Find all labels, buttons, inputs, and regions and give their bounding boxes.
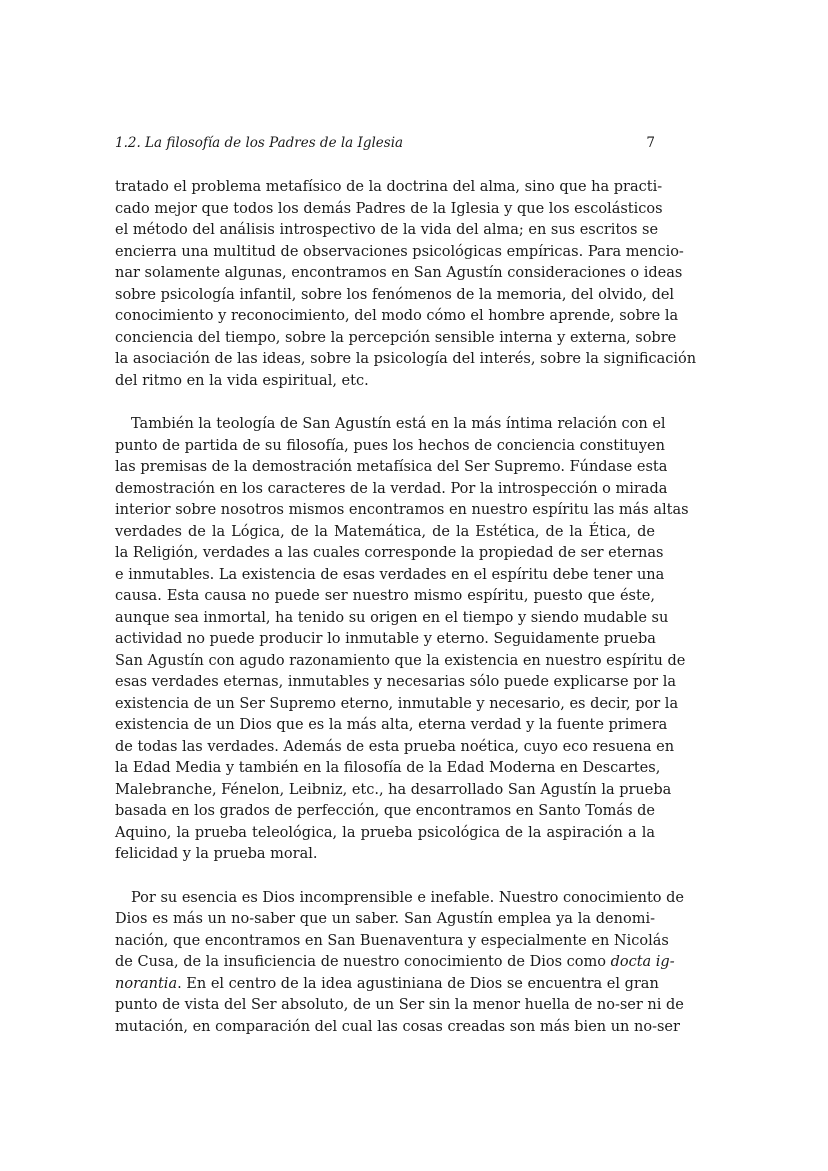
text-line: conciencia del tiempo, sobre la percepción sensible interna y externa, sobre [115,329,677,346]
text-line: San Agustín con agudo razonamiento que la existencia en nuestro espíritu de [115,652,686,669]
text-line [115,952,675,974]
paragraph-2 [115,414,689,866]
text-line: Malebranche, Fénelon, Leibniz, etc., ha desarrollado San Agustín la prueba [115,781,672,798]
paragraph-1 [115,177,697,392]
text-line: cado mejor que todos los demás Padres de la Iglesia y que los escolásticos [115,200,663,217]
page-number: 7 [646,135,655,151]
text-line: existencia de un Ser Supremo eterno, inmutable y necesario, es decir, por la [115,695,679,712]
text-line: tratado el problema metafísico de la doctrina del alma, sino que ha practi- [115,179,663,195]
text-line: También la teología de San Agustín está en la más íntima relación con el [131,416,666,432]
italic-term: norantia [115,975,178,992]
text-line: el método del análisis introspectivo de la vida del alma; en sus escritos se [115,222,659,238]
paragraph-3 [115,888,684,1039]
text-line: conocimiento y reconocimiento, del modo cómo el hombre aprende, sobre la [115,308,679,324]
text-line: felicidad y la prueba moral. [115,846,318,862]
text-line: interior sobre nosotros mismos encontramos en nuestro espíritu las más altas [115,502,689,518]
text-line: esas verdades eternas, inmutables y necesarias sólo puede explicarse por la [115,674,676,690]
text-line: de todas las verdades. Además de esta prueba noética, cuyo eco resuena en [115,738,675,755]
text-line: punto de partida de su filosofía, pues los hechos de conciencia constituyen [115,437,665,454]
italic-term: docta ig- [610,954,675,970]
text-line [115,974,659,996]
text-line: basada en los grados de perfección, que encontramos en Santo Tomás de [115,803,655,819]
text-line: actividad no puede producir lo inmutable y eterno. Seguidamente prueba [115,631,656,647]
text-line: encierra una multitud de observaciones psicológicas empíricas. Para mencio- [115,243,684,260]
text-line: del ritmo en la vida espiritual, etc. [115,372,369,389]
text-line: Aquino, la prueba teleológica, la prueba psicológica de la aspiración a la [115,824,655,841]
text-segment: . En el centro de la idea agustiniana de Dios se encuentra el gran [177,975,659,992]
text-line: verdades de la Lógica, de la Matemática, de la Estética, de la Ética, de [115,523,655,540]
text-line: sobre psicología infantil, sobre los fenómenos de la memoria, del olvido, del [115,286,675,303]
text-line: la asociación de las ideas, sobre la psicología del interés, sobre la significación [115,351,697,367]
text-line: causa. Esta causa no puede ser nuestro mismo espíritu, puesto que éste, [115,588,655,604]
text-line: Dios es más un no-saber que un saber. San Agustín emplea ya la denomi- [115,911,655,927]
text-line: e inmutables. La existencia de esas verdades en el espíritu debe tener una [115,566,665,583]
text-line: punto de vista del Ser absoluto, de un Ser sin la menor huella de no-ser ni de [115,997,684,1013]
text-line: la Edad Media y también en la filosofía de la Edad Moderna en Descartes, [115,760,661,776]
text-line: existencia de un Dios que es la más alta, eterna verdad y la fuente primera [115,717,668,733]
body-text [115,177,697,1038]
text-line: demostración en los caracteres de la verdad. Por la introspección o mirada [115,480,668,497]
text-segment: de Cusa, de la insuficiencia de nuestro conocimiento de Dios como [115,954,611,970]
text-line: aunque sea inmortal, ha tenido su origen en el tiempo y siendo mudable su [115,609,669,626]
text-line: nación, que encontramos en San Buenaventura y especialmente en Nicolás [115,932,669,949]
section-title: 1.2. La filosofía de los Padres de la Iglesia [115,135,404,151]
text-line: mutación, en comparación del cual las cosas creadas son más bien un no-ser [115,1018,680,1035]
text-line: Por su esencia es Dios incomprensible e inefable. Nuestro conocimiento de [131,889,684,906]
text-line: las premisas de la demostración metafísica del Ser Supremo. Fúndase esta [115,459,668,475]
text-line: la Religión, verdades a las cuales corresponde la propiedad de ser eternas [115,545,664,561]
text-line: nar solamente algunas, encontramos en San Agustín consideraciones o ideas [115,265,683,281]
